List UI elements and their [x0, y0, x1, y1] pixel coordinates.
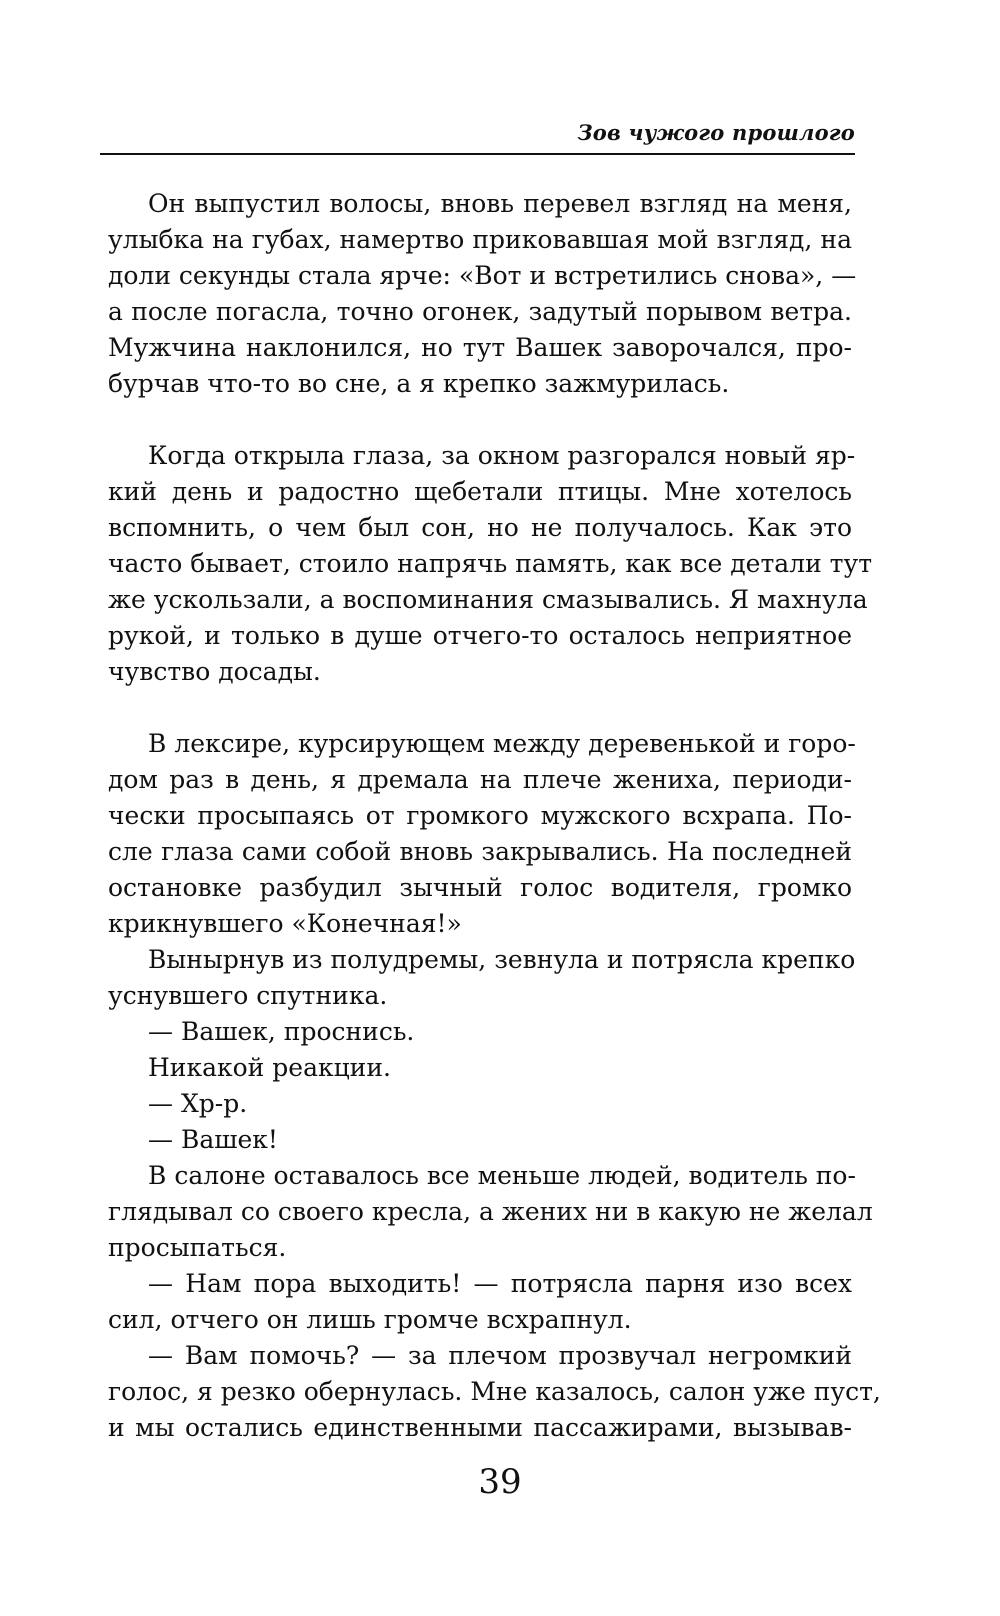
text-line: Мужчина наклонился, но тут Вашек заворочался, про-	[108, 333, 852, 362]
text-line: сил, отчего он лишь громче всхрапнул.	[108, 1305, 632, 1334]
text-line: часто бывает, стоило напрячь память, как все детали тут	[108, 549, 873, 578]
text-line: — Вашек!	[148, 1125, 278, 1154]
body-text	[108, 186, 881, 1446]
text-line: и мы остались единственными пассажирами, вызывав-	[108, 1413, 852, 1442]
text-line: остановке разбудил зычный голос водителя, громко	[108, 873, 852, 902]
text-line: просыпаться.	[108, 1233, 287, 1262]
text-line: кий день и радостно щебетали птицы. Мне хотелось	[108, 477, 852, 506]
text-line: а после погасла, точно огонек, задутый порывом ветра.	[108, 297, 852, 326]
text-line: глядывал со своего кресла, а жених ни в какую не желал	[108, 1197, 873, 1226]
text-line: В салоне оставалось все меньше людей, водитель по-	[148, 1161, 856, 1190]
text-line: бурчав что-то во сне, а я крепко зажмурилась.	[108, 369, 730, 398]
text-line: вспомнить, о чем был сон, но не получалось. Как это	[108, 513, 852, 542]
text-line: — Вам помочь? — за плечом прозвучал негромкий	[148, 1341, 852, 1370]
page-number: 39	[478, 1462, 522, 1502]
running-head: Зов чужого прошлого	[577, 120, 855, 145]
header-rule	[100, 153, 855, 155]
text-line: Когда открыла глаза, за окном разгорался новый яр-	[148, 441, 856, 470]
text-line: В лексире, курсирующем между деревенькой и горо-	[148, 729, 856, 758]
text-line: дом раз в день, я дремала на плече жениха, периоди-	[108, 765, 852, 794]
text-line: чески просыпаясь от громкого мужского всхрапа. По-	[108, 801, 852, 830]
text-line: крикнувшего «Конечная!»	[108, 909, 462, 938]
text-line: Он выпустил волосы, вновь перевел взгляд на меня,	[148, 189, 852, 218]
text-line: сле глаза сами собой вновь закрывались. На последней	[108, 837, 852, 866]
text-line: уснувшего спутника.	[108, 981, 388, 1010]
text-line: улыбка на губах, намертво приковавшая мой взгляд, на	[108, 225, 852, 254]
text-line: же ускользали, а воспоминания смазывались. Я махнула	[108, 585, 868, 614]
text-line: — Вашек, проснись.	[148, 1017, 415, 1046]
text-line: — Нам пора выходить! — потрясла парня изо всех	[148, 1269, 852, 1298]
text-line: чувство досады.	[108, 657, 321, 686]
text-line: рукой, и только в душе отчего-то осталось неприятное	[108, 621, 852, 650]
text-line: Никакой реакции.	[148, 1053, 391, 1082]
paragraph-gap	[108, 690, 852, 726]
text-line: голос, я резко обернулась. Мне казалось, салон уже пуст,	[108, 1377, 881, 1406]
text-line: — Хр-р.	[148, 1089, 248, 1118]
text-line: доли секунды стала ярче: «Вот и встретились снова», —	[108, 261, 857, 290]
text-line: Вынырнув из полудремы, зевнула и потрясла крепко	[148, 945, 856, 974]
paragraph-gap	[108, 402, 852, 438]
